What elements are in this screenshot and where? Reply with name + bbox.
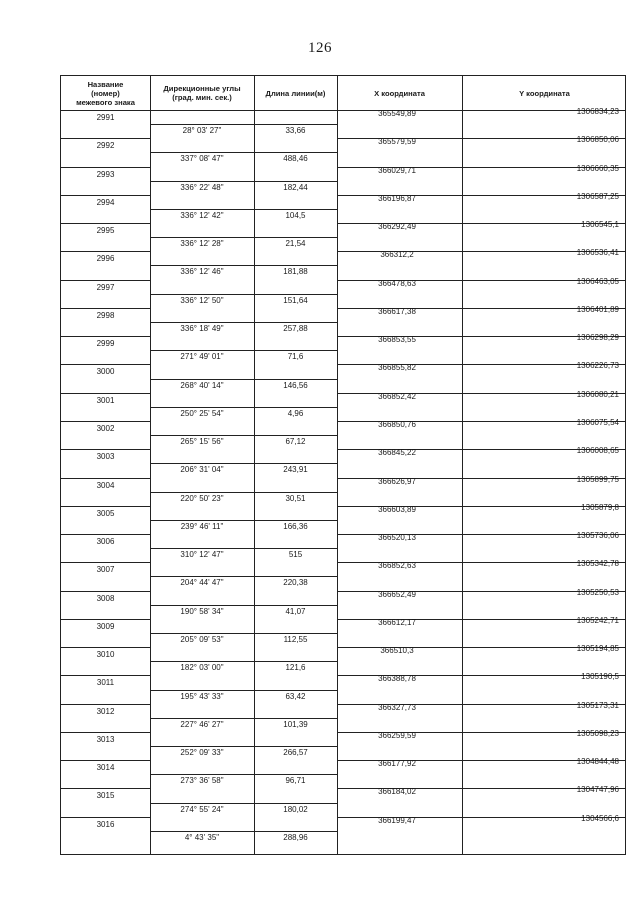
row-divider (61, 506, 150, 507)
row-divider (61, 223, 150, 224)
direction-angle: 336° 12' 42" (180, 210, 224, 220)
row-divider (150, 463, 337, 464)
row-divider (150, 548, 337, 549)
row-divider (61, 534, 150, 535)
line-length: 67,12 (285, 437, 306, 447)
y-coordinate: 1304747,96 (576, 785, 619, 795)
direction-angle: 265° 15' 56" (180, 437, 224, 447)
direction-angle: 190° 58' 34" (180, 606, 224, 616)
x-coordinate: 366199,47 (378, 815, 416, 825)
line-length: 33,66 (285, 126, 306, 136)
line-length: 182,44 (283, 182, 308, 192)
row-divider (150, 520, 337, 521)
line-length: 257,88 (283, 324, 308, 334)
direction-angle: 273° 36' 58" (180, 776, 224, 786)
line-length: 71,6 (287, 352, 304, 362)
row-divider (150, 718, 337, 719)
row-divider (150, 576, 337, 577)
line-length: 41,07 (285, 606, 306, 616)
row-divider (150, 294, 337, 295)
point-name: 3001 (96, 395, 115, 405)
row-divider (150, 265, 337, 266)
y-coordinate: 1306850,06 (576, 135, 619, 145)
direction-angle: 274° 55' 24" (180, 804, 224, 814)
row-divider (61, 421, 150, 422)
point-name: 2998 (96, 310, 115, 320)
x-coordinate: 366029,71 (378, 165, 416, 175)
row-divider (61, 478, 150, 479)
direction-angle: 204° 44' 47" (180, 578, 224, 588)
y-coordinate: 1306463,05 (576, 276, 619, 286)
row-divider (61, 393, 150, 394)
y-coordinate: 1305342,78 (576, 559, 619, 569)
direction-angle: 28° 03' 27" (182, 126, 222, 136)
x-coordinate: 366520,13 (378, 533, 416, 543)
y-coordinate: 1306587,25 (576, 191, 619, 201)
row-divider (61, 562, 150, 563)
x-coordinate: 366850,76 (378, 419, 416, 429)
row-divider (150, 690, 337, 691)
column-header-y (462, 76, 627, 110)
row-divider (150, 209, 337, 210)
line-length: 515 (288, 550, 303, 560)
point-name: 2991 (96, 113, 115, 122)
x-coordinate: 366327,73 (378, 702, 416, 712)
line-length: 220,38 (283, 578, 308, 588)
line-length: 30,51 (285, 493, 306, 503)
point-name: 3004 (96, 480, 115, 490)
x-coordinate: 366603,89 (378, 504, 416, 514)
point-name: 3009 (96, 621, 115, 631)
line-length: 180,02 (283, 804, 308, 814)
direction-angle: 271° 49' 01" (180, 352, 224, 362)
line-length: 243,91 (283, 465, 308, 475)
point-name: 3012 (96, 706, 115, 716)
row-divider (150, 803, 337, 804)
line-length: 166,36 (283, 521, 308, 531)
y-coordinate: 1305879,8 (581, 502, 619, 512)
direction-angle: 195° 43' 33" (180, 691, 224, 701)
row-divider (150, 124, 337, 125)
x-coordinate: 366196,87 (378, 193, 416, 203)
x-coordinate: 366510,3 (380, 646, 414, 656)
direction-angle: 4° 43' 35" (184, 832, 220, 842)
y-coordinate: 1305899,75 (576, 474, 619, 484)
point-name: 2993 (96, 169, 115, 179)
direction-angle: 205° 09' 53" (180, 634, 224, 644)
point-name: 3006 (96, 537, 115, 547)
line-length: 146,56 (283, 380, 308, 390)
x-coordinate: 366853,55 (378, 335, 416, 345)
row-divider (61, 308, 150, 309)
row-divider (150, 181, 337, 182)
point-name: 3003 (96, 452, 115, 462)
line-length: 21,54 (285, 239, 306, 249)
direction-angle: 336° 12' 50" (180, 295, 224, 305)
x-coordinate: 366852,42 (378, 391, 416, 401)
y-coordinate: 1305190,5 (581, 672, 619, 682)
x-coordinate: 366259,59 (378, 730, 416, 740)
row-divider (61, 732, 150, 733)
row-divider (150, 774, 337, 775)
column-header-length (254, 76, 337, 110)
row-divider (61, 167, 150, 168)
y-coordinate: 1306834,23 (576, 107, 619, 116)
x-coordinate: 366478,63 (378, 278, 416, 288)
y-coordinate: 1306298,29 (576, 333, 619, 343)
header-line: Длина линии(м) (265, 88, 326, 98)
point-name: 2994 (96, 197, 115, 207)
direction-angle: 337° 08' 47" (180, 154, 224, 164)
point-name: 2997 (96, 282, 115, 292)
x-coordinate: 366612,17 (378, 617, 416, 627)
header-line: (номер) (91, 88, 120, 98)
direction-angle: 336° 12' 46" (180, 267, 224, 277)
row-divider (61, 619, 150, 620)
point-name: 3000 (96, 367, 115, 377)
y-coordinate: 1306075,54 (576, 417, 619, 427)
direction-angle: 227° 46' 27" (180, 719, 224, 729)
line-length: 63,42 (285, 691, 306, 701)
row-divider (61, 195, 150, 196)
direction-angle: 239° 46' 11" (180, 521, 224, 531)
line-length: 101,39 (283, 719, 308, 729)
x-coordinate: 366626,97 (378, 476, 416, 486)
y-coordinate: 1305242,71 (576, 615, 619, 625)
direction-angle: 182° 03' 00" (180, 663, 224, 673)
y-coordinate: 1306536,41 (576, 248, 619, 258)
direction-angle: 268° 40' 14" (180, 380, 224, 390)
row-divider (61, 760, 150, 761)
row-divider (61, 251, 150, 252)
direction-angle: 220° 50' 23" (180, 493, 224, 503)
direction-angle: 250° 25' 54" (180, 408, 224, 418)
row-divider (61, 788, 150, 789)
y-coordinate: 1305736,06 (576, 531, 619, 541)
y-coordinate: 1305098,23 (576, 728, 619, 738)
direction-angle: 310° 12' 47" (180, 550, 224, 560)
point-name: 2996 (96, 254, 115, 264)
point-name: 2995 (96, 226, 115, 236)
y-coordinate: 1305250,53 (576, 587, 619, 597)
y-coordinate: 1305173,31 (576, 700, 619, 710)
point-name: 3008 (96, 593, 115, 603)
x-coordinate: 366177,92 (378, 759, 416, 769)
direction-angle: 206° 31' 04" (180, 465, 224, 475)
row-divider (150, 746, 337, 747)
column-header-angle (150, 76, 254, 110)
y-coordinate: 1306660,35 (576, 163, 619, 173)
line-length: 181,88 (283, 267, 308, 277)
row-divider (61, 138, 150, 139)
line-length: 266,57 (283, 748, 308, 758)
line-length: 104,5 (285, 210, 306, 220)
row-divider (61, 704, 150, 705)
x-coordinate: 366388,78 (378, 674, 416, 684)
boundary-coordinates-table (60, 75, 626, 855)
row-divider (150, 322, 337, 323)
point-name: 2999 (96, 339, 115, 349)
point-name: 3014 (96, 763, 115, 773)
row-divider (61, 817, 150, 818)
row-divider (150, 831, 337, 832)
row-divider (150, 492, 337, 493)
header-line: межевого знака (76, 97, 135, 107)
column-header-name (61, 76, 150, 110)
direction-angle: 336° 12' 28" (180, 239, 224, 249)
row-divider (61, 591, 150, 592)
x-coordinate: 366852,63 (378, 561, 416, 571)
x-coordinate: 366855,82 (378, 363, 416, 373)
direction-angle: 252° 09' 33" (180, 748, 224, 758)
line-length: 288,96 (283, 832, 308, 842)
y-coordinate: 1306226,73 (576, 361, 619, 371)
header-line: (град. мин. сек.) (172, 93, 232, 102)
point-name: 3007 (96, 565, 115, 575)
point-name: 2992 (96, 141, 115, 151)
line-length: 112,55 (283, 634, 308, 644)
header-line: Y координата (519, 88, 570, 98)
y-coordinate: 1305194,85 (576, 644, 619, 654)
x-coordinate: 366292,49 (378, 222, 416, 232)
x-coordinate: 366652,49 (378, 589, 416, 599)
x-coordinate: 366845,22 (378, 448, 416, 458)
y-coordinate: 1306080,21 (576, 389, 619, 399)
row-divider (150, 237, 337, 238)
row-divider (61, 449, 150, 450)
row-divider (150, 605, 337, 606)
line-length: 151,64 (283, 295, 308, 305)
point-name: 3005 (96, 508, 115, 518)
line-length: 121,6 (285, 663, 306, 673)
row-divider (150, 407, 337, 408)
point-name: 3010 (96, 650, 115, 660)
row-divider (61, 336, 150, 337)
x-coordinate: 365549,89 (378, 109, 416, 118)
point-name: 3011 (96, 678, 115, 688)
row-divider (150, 661, 337, 662)
y-coordinate: 1306401,89 (576, 304, 619, 314)
line-length: 488,46 (283, 154, 308, 164)
row-divider (150, 435, 337, 436)
row-divider (150, 350, 337, 351)
point-name: 3015 (96, 791, 115, 801)
point-name: 3002 (96, 423, 115, 433)
x-coordinate: 365579,59 (378, 137, 416, 147)
y-coordinate: 1306545,1 (581, 220, 619, 230)
y-coordinate: 1304844,48 (576, 757, 619, 767)
y-coordinate: 1306008,65 (576, 446, 619, 456)
point-name: 3016 (96, 819, 115, 829)
row-divider (61, 647, 150, 648)
header-line: Название (87, 79, 124, 89)
direction-angle: 336° 18' 49" (180, 324, 224, 334)
x-coordinate: 366617,38 (378, 306, 416, 316)
point-name: 3013 (96, 734, 115, 744)
row-divider (61, 364, 150, 365)
header-line: Дирекционные углы (163, 84, 241, 93)
x-coordinate: 366312,2 (380, 250, 414, 260)
line-length: 4,96 (287, 408, 304, 418)
row-divider (61, 280, 150, 281)
x-coordinate: 366184,02 (378, 787, 416, 797)
y-coordinate: 1304566,6 (581, 813, 619, 823)
row-divider (61, 675, 150, 676)
row-divider (150, 152, 337, 153)
header-line: X координата (374, 88, 425, 98)
page-number: 126 (308, 40, 332, 56)
row-divider (150, 633, 337, 634)
direction-angle: 336° 22' 48" (180, 182, 224, 192)
column-header-x (337, 76, 462, 110)
row-divider (150, 379, 337, 380)
line-length: 96,71 (285, 776, 306, 786)
